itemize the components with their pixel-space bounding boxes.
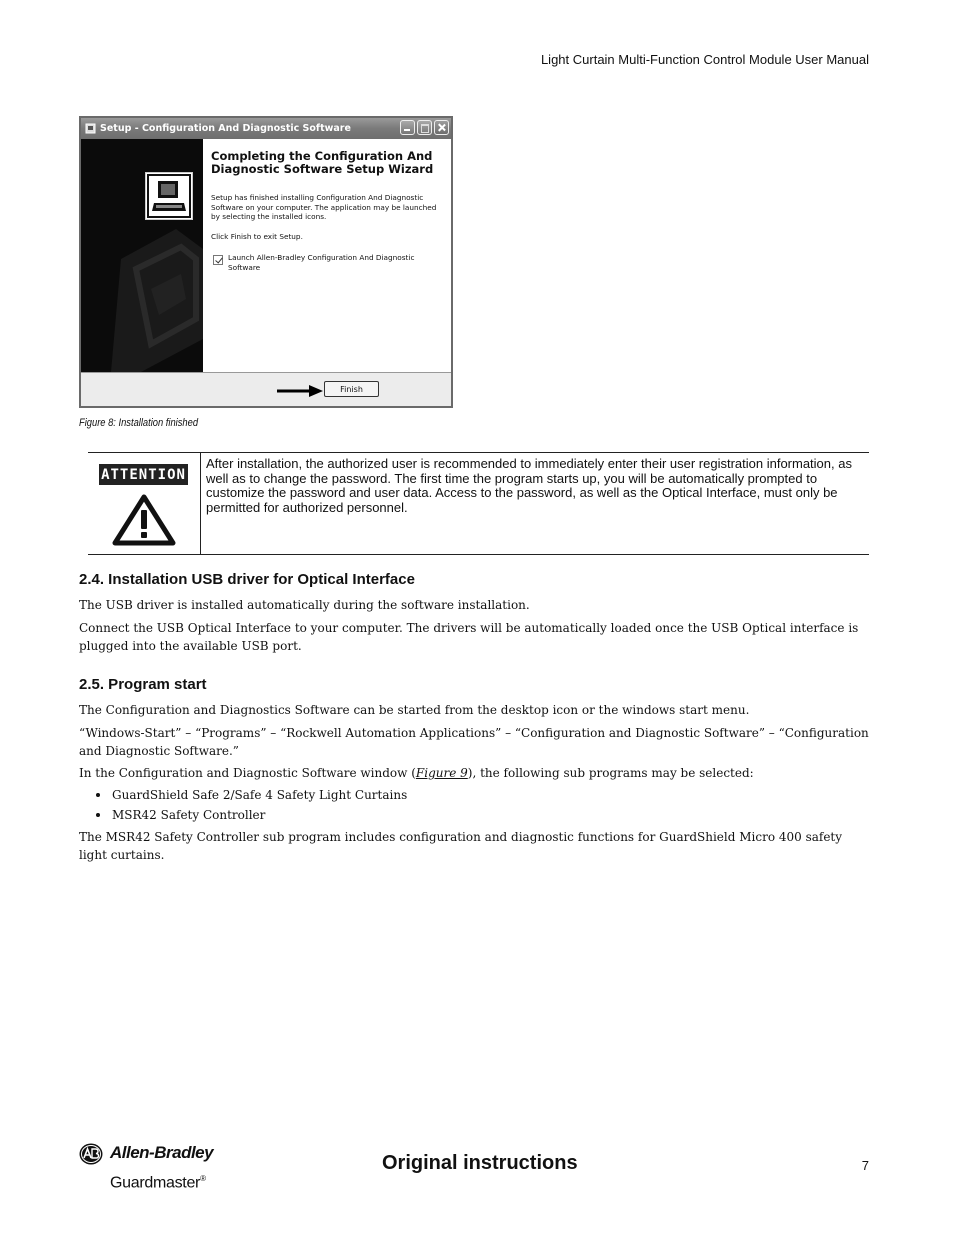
attention-notice [88,452,869,555]
footer-title: Original instructions [382,1152,578,1174]
text-run: ), the following sub programs may be selected: [467,766,754,780]
sub-brand-name: Guardmaster® [110,1174,206,1192]
sub-brand-text: Guardmaster [110,1174,201,1192]
window-controls [400,120,449,135]
installer-computer-icon [145,172,193,220]
attention-label: ATTENTION [99,464,188,485]
paragraph [79,765,869,783]
minimize-icon[interactable] [400,120,415,135]
arrow-right-icon [277,385,323,397]
figure-caption: Figure 8: Installation finished [79,417,199,429]
paragraph: Connect the USB Optical Interface to your computer. The drivers will be automatically loaded once the USB Optical interface is plugged into the available USB port. [79,621,859,653]
wizard-message: Setup has finished installing Configuration And Diagnostic Software on your computer. The application may be launched by selecting the installed icons. [211,193,437,221]
paragraph: The USB driver is installed automatically during the software installation. [79,598,530,612]
allen-bradley-logo-icon [79,1143,103,1165]
launch-checkbox-label: Launch Allen-Bradley Configuration And Diagnostic Software [228,253,415,272]
wizard-content [203,139,451,372]
page-number: 7 [861,1158,869,1173]
setup-app-icon [85,123,96,134]
paragraph: “Windows-Start” – “Programs” – “Rockwell Automation Applications” – “Configuration and Diagnostic Software” – “Configuration and Diagnostic Software.” [79,726,869,758]
section-heading-2-5: 2.5. Program start [79,676,207,693]
section-heading-2-4: 2.4. Installation USB driver for Optical Interface [79,571,415,588]
figure-9-link[interactable]: Figure 9 [415,766,468,780]
wizard-exit-instruction: Click Finish to exit Setup. [211,232,303,241]
brand-name: Allen-Bradley [110,1143,214,1162]
wizard-title: Completing the Configuration And Diagnostic Software Setup Wizard [211,149,434,176]
attention-text: After installation, the authorized user is recommended to immediately enter their user registration information, as well as to change the password. The first time the program starts up, you will be automatically prompted to customize the password and user data. Access to the password, as well as the Optical Interface, must only be permitted for authorized personnel. [206,456,852,515]
window-titlebar [81,118,451,139]
list-item: MSR42 Safety Controller [96,805,407,825]
text-run: In the Configuration and Diagnostic Software window ( [79,766,416,780]
subprogram-list [96,785,407,825]
setup-wizard-screenshot [79,116,453,408]
finish-button[interactable]: Finish [324,381,379,397]
launch-checkbox[interactable] [213,255,223,265]
list-item: GuardShield Safe 2/Safe 4 Safety Light Curtains [96,785,407,805]
wizard-side-banner [81,139,203,372]
maximize-icon[interactable] [417,120,432,135]
paragraph: The Configuration and Diagnostics Software can be started from the desktop icon or the windows start menu. [79,703,750,717]
warning-triangle-icon [112,494,176,546]
close-icon[interactable] [434,120,449,135]
wizard-button-bar [81,372,451,406]
window-title: Setup - Configuration And Diagnostic Software [100,123,351,134]
attention-marker [88,453,201,554]
paragraph: The MSR42 Safety Controller sub program includes configuration and diagnostic functions for GuardShield Micro 400 safety light curtains. [79,830,843,862]
running-header: Light Curtain Multi-Function Control Module User Manual [540,52,869,67]
